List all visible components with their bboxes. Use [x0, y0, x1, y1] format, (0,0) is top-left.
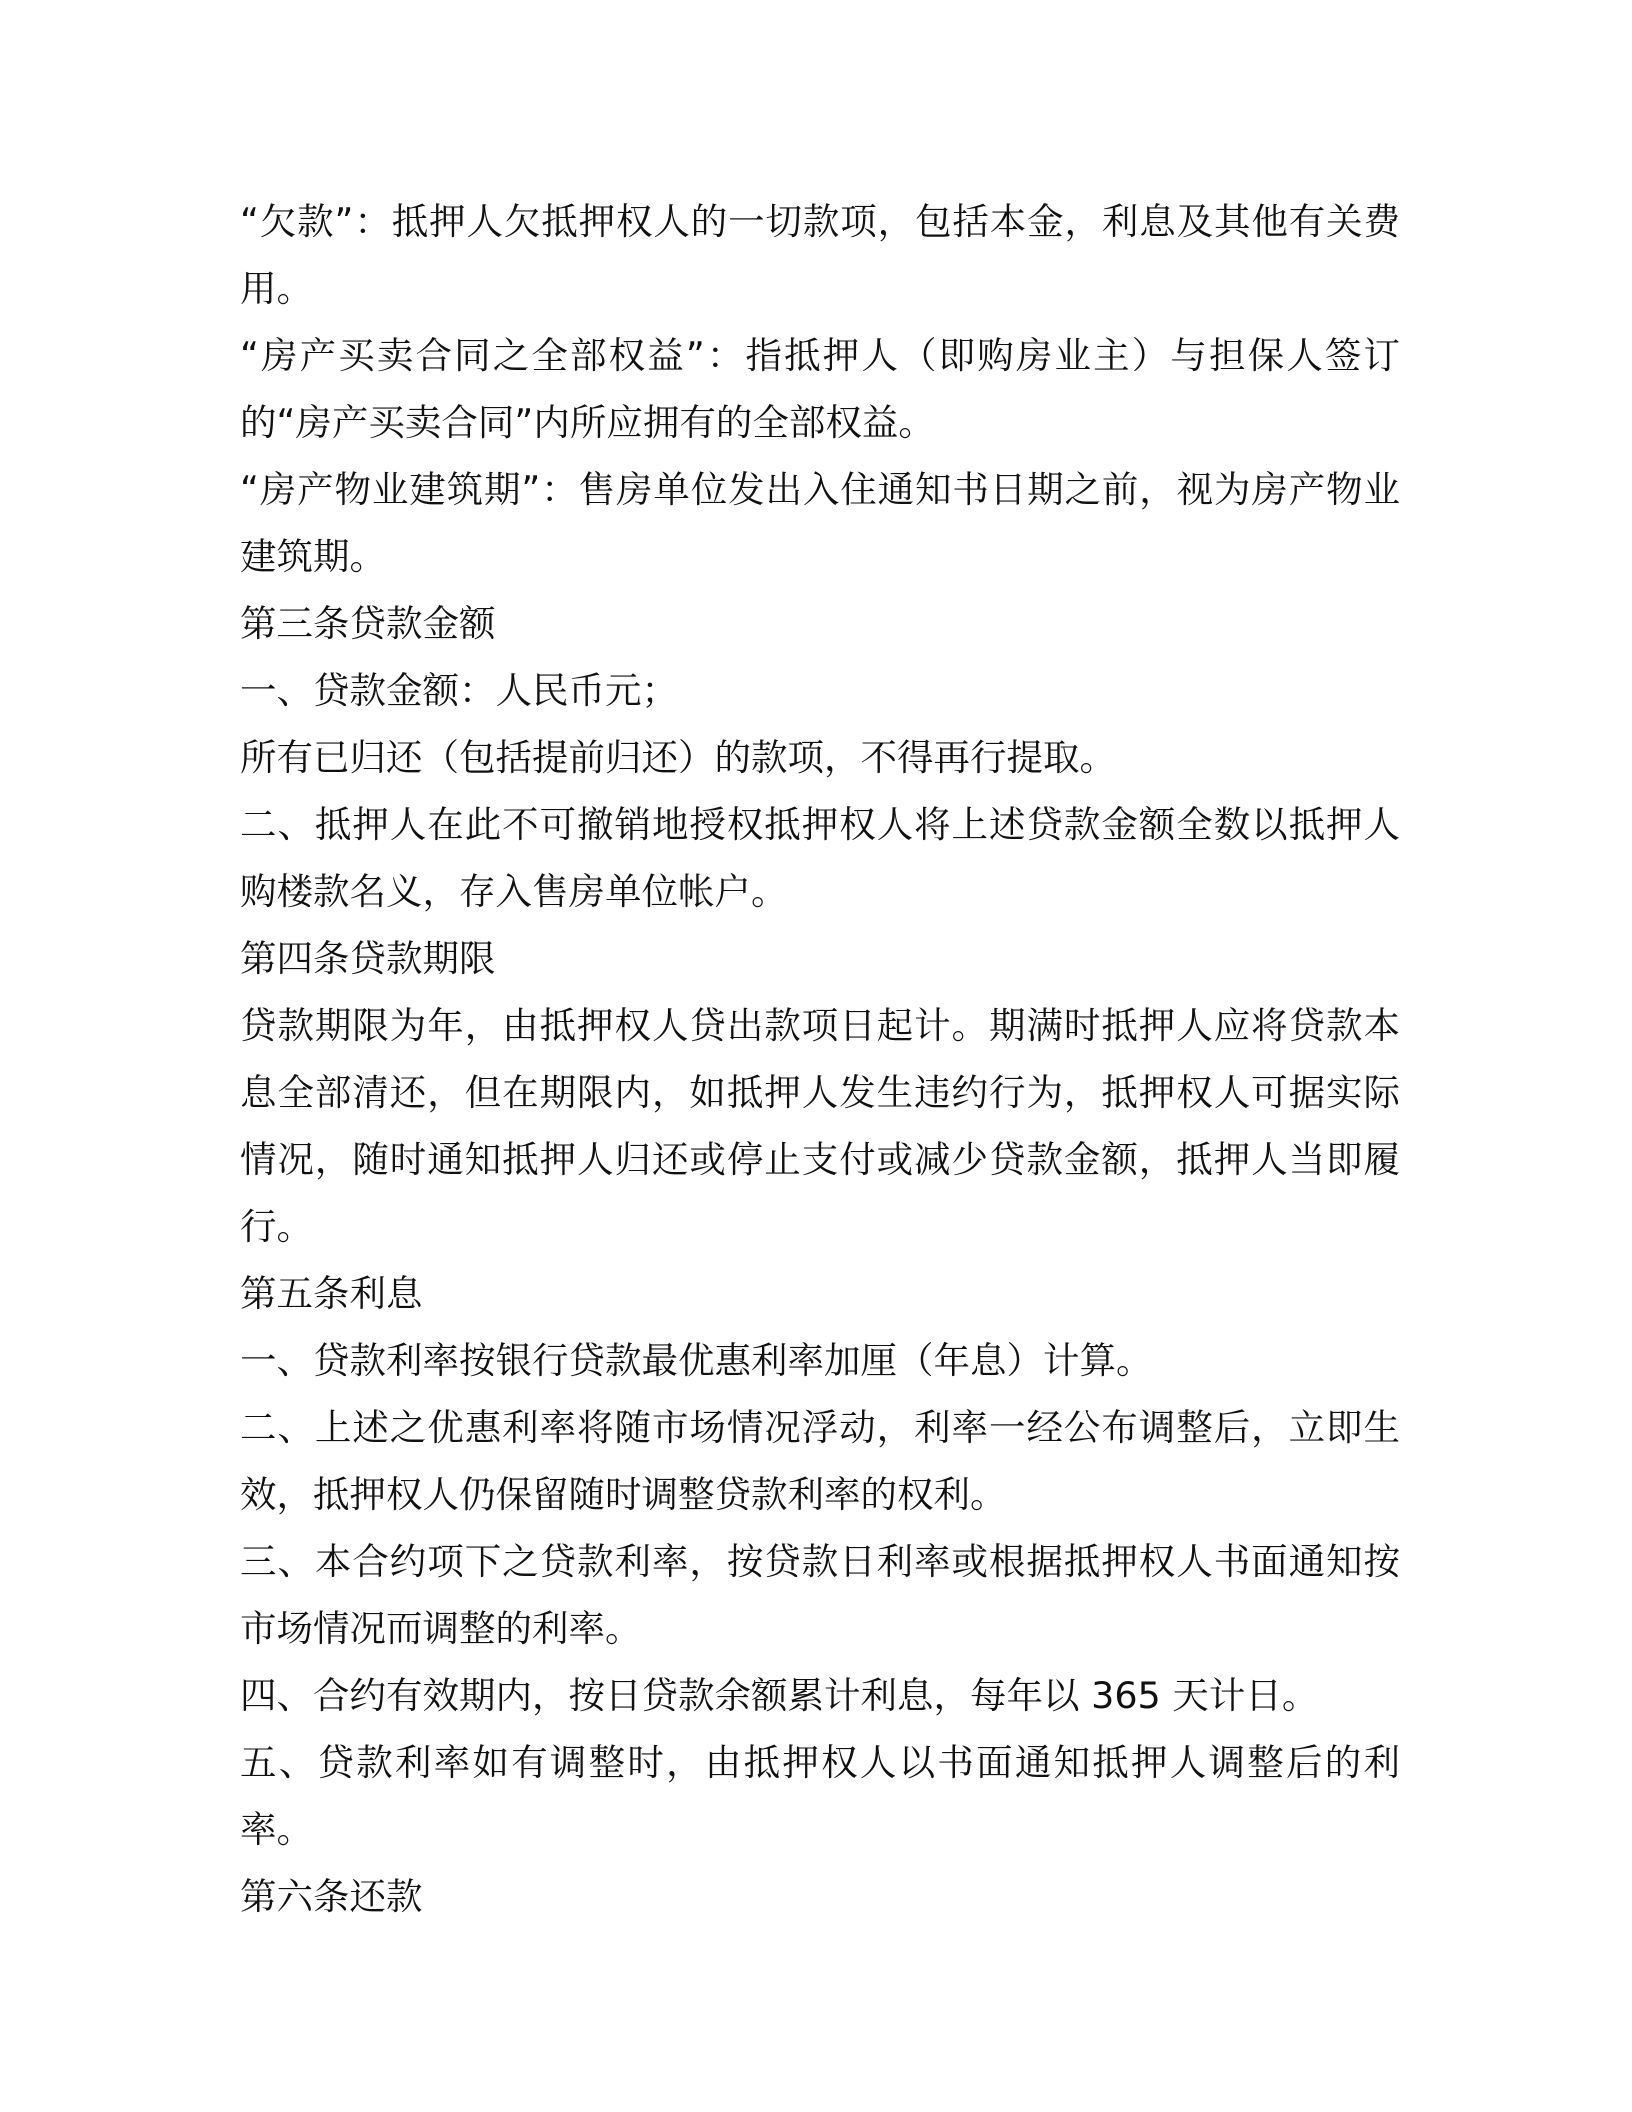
article-4-heading: 第四条贷款期限 — [240, 937, 496, 980]
article-3-note: 所有已归还（包括提前归还）的款项，不得再行提取。 — [240, 736, 1116, 779]
definition-construction-period: “房产物业建筑期”：售房单位发出入住通知书日期之前，视为房产物业建筑期。 — [240, 468, 1400, 578]
article-5-clause-3: 三、本合约项下之贷款利率，按贷款日利率或根据抵押权人书面通知按市场情况而调整的利率。 — [240, 1540, 1400, 1650]
article-3-heading: 第三条贷款金额 — [240, 602, 496, 645]
document-body — [240, 188, 1400, 1930]
article-3-clause-1: 一、贷款金额：人民币元； — [240, 669, 678, 712]
article-5-clause-1: 一、贷款利率按银行贷款最优惠利率加厘（年息）计算。 — [240, 1339, 1153, 1382]
article-5-heading: 第五条利息 — [240, 1272, 423, 1315]
article-3-clause-2: 二、抵押人在此不可撤销地授权抵押权人将上述贷款金额全数以抵押人购楼款名义，存入售房单位帐户。 — [240, 803, 1400, 913]
article-5-clause-5: 五、贷款利率如有调整时，由抵押权人以书面通知抵押人调整后的利率。 — [240, 1741, 1400, 1851]
definition-contract-rights: “房产买卖合同之全部权益”：指抵押人（即购房业主）与担保人签订的“房产买卖合同”内所应拥有的全部权益。 — [240, 334, 1400, 444]
article-6-heading: 第六条还款 — [240, 1875, 423, 1918]
definition-debt: “欠款”：抵押人欠抵押权人的一切款项，包括本金，利息及其他有关费用。 — [240, 200, 1400, 310]
article-5-clause-2: 二、上述之优惠利率将随市场情况浮动，利率一经公布调整后，立即生效，抵押权人仍保留随时调整贷款利率的权利。 — [240, 1406, 1400, 1516]
article-5-clause-4: 四、合约有效期内，按日贷款余额累计利息，每年以 365 天计日。 — [240, 1674, 1319, 1717]
article-4-body: 贷款期限为年，由抵押权人贷出款项日起计。期满时抵押人应将贷款本息全部清还，但在期限内，如抵押人发生违约行为，抵押权人可据实际情况，随时通知抵押人归还或停止支付或减少贷款金额，抵押人当即履行。 — [240, 1004, 1400, 1248]
